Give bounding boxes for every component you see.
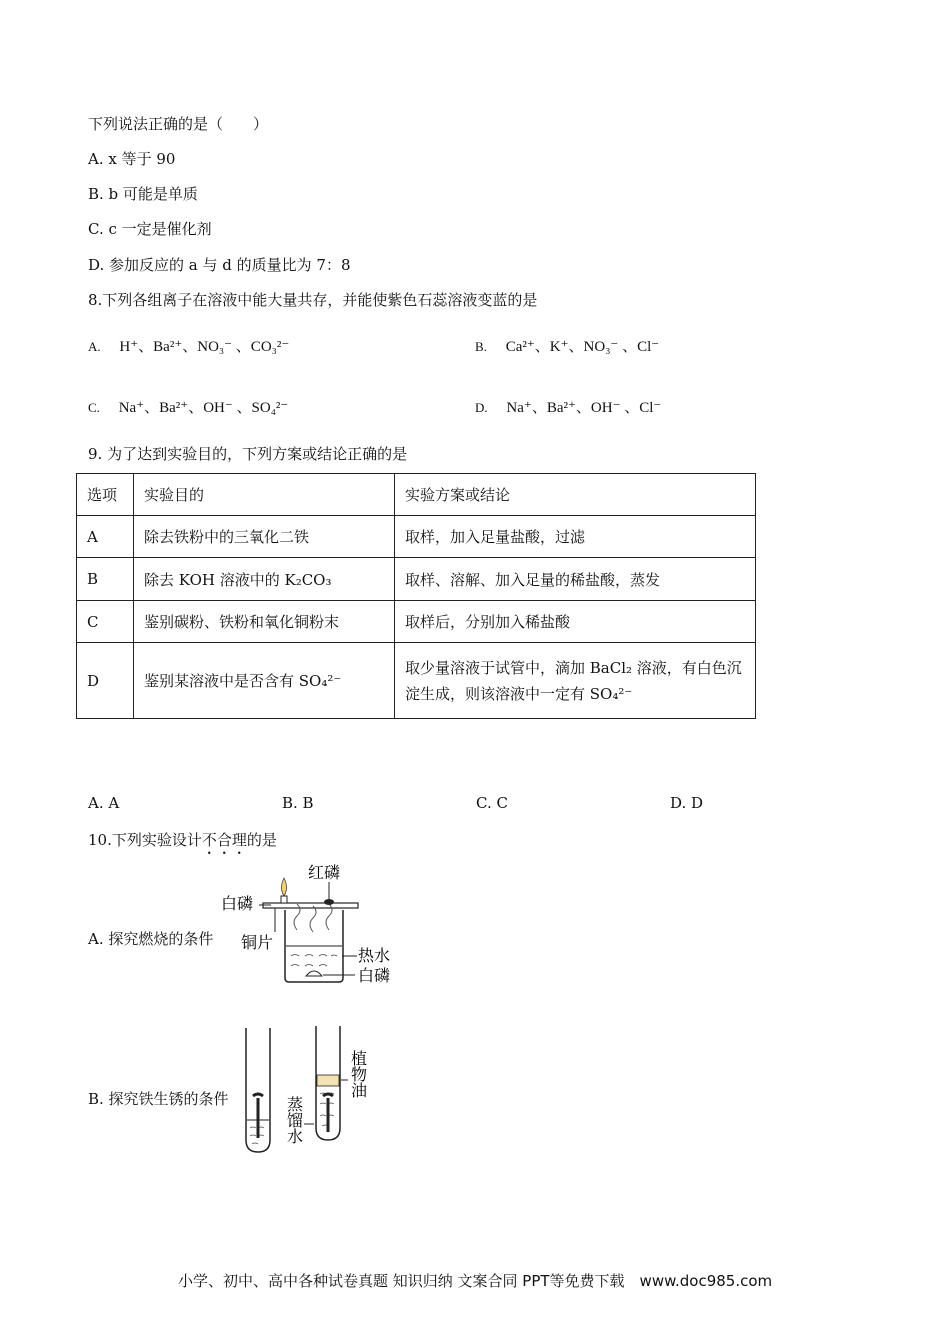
table-cell: A <box>77 516 134 558</box>
q8-stem: 8.下列各组离子在溶液中能大量共存，并能使紫色石蕊溶液变蓝的是 <box>88 291 538 309</box>
table-cell: 取样后，分别加入稀盐酸 <box>395 601 756 643</box>
table-cell: 取少量溶液于试管中，滴加 BaCl₂ 溶液，有白色沉淀生成，则该溶液中一定有 SO₄²⁻ <box>395 643 756 719</box>
table-cell: 除去 KOH 溶液中的 K₂CO₃ <box>134 558 395 601</box>
table-cell: 取样，加入足量盐酸，过滤 <box>395 516 756 558</box>
table-cell: 除去铁粉中的三氧化二铁 <box>134 516 395 558</box>
combustion-apparatus-figure <box>215 860 405 990</box>
white-phosphorus-top-label: 白磷 <box>221 894 254 913</box>
q10-stem <box>88 829 277 858</box>
table-header-cell: 实验目的 <box>134 474 395 516</box>
q7-option-c: C. c 一定是催化剂 <box>88 220 212 238</box>
q10-stem-suffix: 的是 <box>246 831 277 849</box>
white-phosphorus-bottom-label: 白磷 <box>358 966 391 985</box>
q7-stem: 下列说法正确的是（ ） <box>88 115 269 133</box>
distilled-water-label: 蒸馏水 <box>284 1096 304 1144</box>
q8-option-letter: D. <box>475 400 488 415</box>
table-cell: 鉴别某溶液中是否含有 SO₄²⁻ <box>134 643 395 719</box>
q9-answer-c: C. C <box>476 794 508 812</box>
table-row <box>77 516 756 558</box>
hot-water-label: 热水 <box>358 946 391 965</box>
table-header-cell: 选项 <box>77 474 134 516</box>
page-footer: 小学、初中、高中各种试卷真题 知识归纳 文案合同 PPT等免费下载 www.doc985.com <box>178 1272 773 1290</box>
table-cell: B <box>77 558 134 601</box>
q7-option-a: A. x 等于 90 <box>88 150 176 168</box>
q10-option-b: B. 探究铁生锈的条件 <box>88 1090 229 1108</box>
rusting-test-tubes-figure <box>238 1020 378 1162</box>
q8-option-d <box>475 396 661 417</box>
q9-answer-a: A. A <box>88 794 120 812</box>
table-header-cell: 实验方案或结论 <box>395 474 756 516</box>
vegetable-oil-label: 植物油 <box>348 1050 368 1098</box>
q8-option-ions: Ca²⁺、K⁺、NO₃⁻ 、Cl⁻ <box>505 339 660 355</box>
q9-stem: 9. 为了达到实验目的，下列方案或结论正确的是 <box>88 445 408 463</box>
table-row <box>77 558 756 601</box>
copper-plate-label: 铜片 <box>241 933 274 952</box>
q9-answer-d: D. D <box>670 794 704 812</box>
q9-answer-b: B. B <box>282 794 314 812</box>
q8-option-ions: Na⁺、Ba²⁺、OH⁻ 、SO₄²⁻ <box>118 400 289 416</box>
q8-option-letter: C. <box>88 400 100 415</box>
q8-option-b <box>475 335 659 356</box>
q10-stem-emphasis: 不合理 <box>201 831 247 849</box>
q8-option-c <box>88 396 288 417</box>
q10-stem-prefix: 10.下列实验设计 <box>88 831 202 849</box>
table-cell: 鉴别碳粉、铁粉和氧化铜粉末 <box>134 601 395 643</box>
q8-option-letter: B. <box>475 339 487 354</box>
table-cell: D <box>77 643 134 719</box>
table-header-row <box>77 474 756 516</box>
q10-option-a: A. 探究燃烧的条件 <box>88 930 214 948</box>
q8-option-letter: A. <box>88 339 101 354</box>
table-cell: C <box>77 601 134 643</box>
q8-option-a <box>88 335 289 356</box>
table-row <box>77 601 756 643</box>
table-row <box>77 643 756 719</box>
q8-option-ions: H⁺、Ba²⁺、NO₃⁻ 、CO₃²⁻ <box>119 339 290 355</box>
q7-option-d: D. 参加反应的 a 与 d 的质量比为 7：8 <box>88 256 351 274</box>
red-phosphorus-label: 红磷 <box>308 863 341 882</box>
q8-option-ions: Na⁺、Ba²⁺、OH⁻ 、Cl⁻ <box>506 400 662 416</box>
q7-option-b: B. b 可能是单质 <box>88 185 198 203</box>
table-cell: 取样、溶解、加入足量的稀盐酸，蒸发 <box>395 558 756 601</box>
q9-table <box>76 473 756 719</box>
